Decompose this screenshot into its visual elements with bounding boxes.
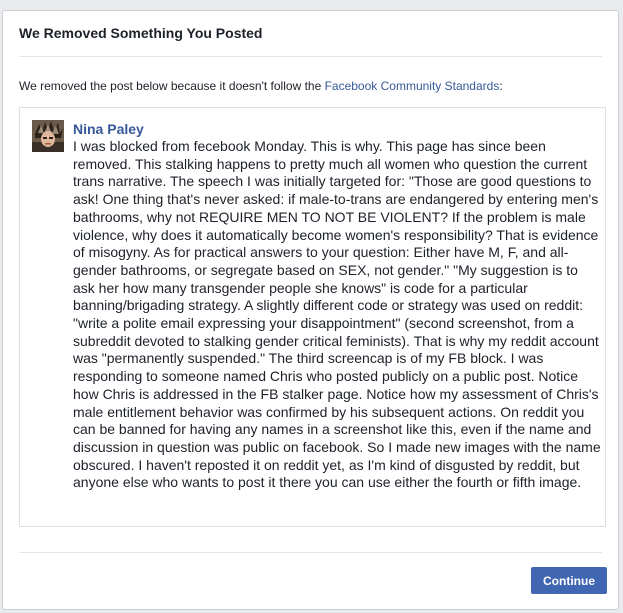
profile-photo-icon <box>32 120 64 152</box>
dialog-title: We Removed Something You Posted <box>19 25 263 41</box>
community-standards-link[interactable]: Facebook Community Standards <box>324 79 500 93</box>
header-divider <box>19 56 602 57</box>
post-body: I was blocked from fecebook Monday. This is why. This page has since been removed. This stalking happens to pretty much all women who question the current trans narrative. The speech I was initially targeted for: "Those are good questions to ask! One thing that's never asked: if male-to-trans are endangered by entering men's bathrooms, why not REQUIRE MEN TO NOT BE VIOLENT? If the problem is male violence, why does it automatically become women's responsibility? That is evidence of misogyny. As for practical answers to your question: Either have M, F, and all-gender bathrooms, or segregate based on SEX, not gender." "My suggestion is to ask her how many transgender people she knows" is code for a particular banning/brigading strategy. A slightly different code or strategy was used on reddit: "write a polite email expressing your disappointment" (second screenshot, from a subreddit devoted to stalking gender critical feminists). That is why my reddit account was "permanently suspended." The third screencap is of my FB block. I was responding to someone named Chris who posted publicly on a public post. Notice how Chris is addressed in the FB stalker page. Notice how my assessment of Chris's male entitlement behavior was confirmed by his subsequent actions. On reddit you can be banned for having any names in a screenshot like this, even if the name and discussion in question was public on facebook. So I made new images with the name obscured. I haven't reposted it on reddit yet, as I'm kind of disgusted by reddit, but anyone else who wants to post it there you can use either the fourth or fifth image. <box>73 138 601 491</box>
post-author-name[interactable]: Nina Paley <box>73 121 144 137</box>
intro-prefix: We removed the post below because it doesn't follow the <box>19 79 325 93</box>
continue-button[interactable]: Continue <box>531 567 607 594</box>
footer-divider <box>19 552 602 553</box>
removed-post-dialog <box>2 10 619 610</box>
intro-suffix: : <box>499 79 503 93</box>
avatar[interactable] <box>32 120 64 152</box>
removed-post <box>19 107 606 527</box>
removal-explanation <box>19 79 503 93</box>
